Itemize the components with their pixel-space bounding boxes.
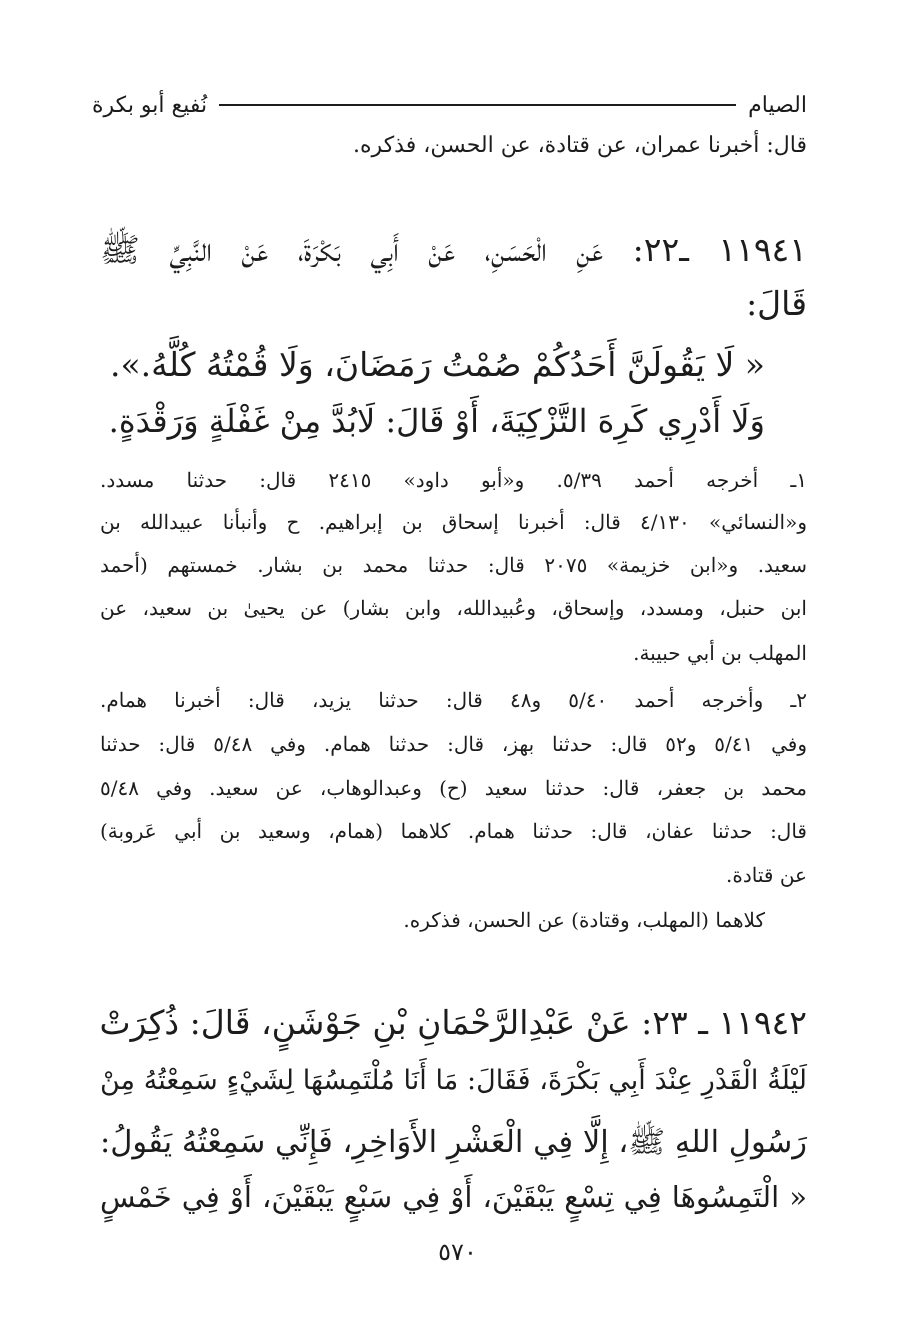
narrator-title: نُفيع أبو بكرة — [92, 92, 208, 118]
footnote-line: ٢ـ وأخرجه أحمد ٥/٤٠ و٤٨ قال: حدثنا يزيد، قال: أخبرنا همام. — [100, 688, 807, 712]
running-header — [92, 88, 807, 122]
chapter-title: الصيام — [748, 92, 807, 118]
hadith-1942-line: لَيْلَةُ الْقَدْرِ عِنْدَ أَبِي بَكْرَةَ، فَقَالَ: مَا أَنَا مُلْتَمِسُهَا لِشَيْءٍ سَمِعْتُهُ مِنْ — [100, 1065, 807, 1096]
footnote-line: سعيد. و«ابن خزيمة» ٢٠٧٥ قال: حدثنا محمد بن بشار. خمستهم (أحمد — [100, 553, 807, 577]
hadith-1941-line: وَلَا أَدْرِي كَرِهَ التَّزْكِيَةَ، أَوْ قَالَ: لَابُدَّ مِنْ غَفْلَةٍ وَرَقْدَةٍ. — [108, 402, 765, 440]
header-rule — [219, 104, 736, 106]
page-number: ٥٧٠ — [438, 1238, 477, 1266]
hadith-1941-line: « لَا يَقُولَنَّ أَحَدُكُمْ صُمْتُ رَمَضَانَ، وَلَا قُمْتُهُ كُلَّهُ.». — [109, 345, 765, 384]
hadith-1941-line: ١١٩٤١ ـ٢٢: عَنِ الْحَسَنِ، عَنْ أَبِي بَكْرَةَ، عَنْ النَّبِيِّ ﷺ — [100, 230, 807, 269]
intro-line: قال: أخبرنا عمران، عن قتادة، عن الحسن، فذكره. — [353, 133, 807, 158]
footnote-line: عن قتادة. — [726, 863, 807, 887]
hadith-1942-line: « الْتَمِسُوهَا فِي تِسْعٍ يَبْقَيْنَ، أَوْ فِي سَبْعٍ يَبْقَيْنَ، أَوْ فِي خَمْسٍ — [100, 1180, 807, 1214]
footnote-line: ١ـ أخرجه أحمد ٥/٣٩. و«أبو داود» ٢٤١٥ قال: حدثنا مسدد. — [100, 468, 808, 492]
footnote-line: ابن حنبل، ومسدد، وإسحاق، وعُبيدالله، وابن بشار) عن يحيىٰ بن سعيد، عن — [100, 596, 807, 620]
hadith-1942-line: ١١٩٤٢ ـ ٢٣: عَنْ عَبْدِالرَّحْمَانِ بْنِ جَوْشَنٍ، قَالَ: ذُكِرَتْ — [99, 1003, 807, 1042]
hadith-1941-line: قَالَ: — [746, 284, 807, 323]
footnote-line: كلاهما (المهلب، وقتادة) عن الحسن، فذكره. — [403, 908, 765, 932]
footnote-line: قال: حدثنا عفان، قال: حدثنا همام. كلاهما (همام، وسعيد بن أبي عَروبة) — [100, 819, 807, 843]
footnote-line: وفي ٥/٤١ و٥٢ قال: حدثنا بهز، قال: حدثنا همام. وفي ٥/٤٨ قال: حدثنا — [100, 732, 807, 756]
footnote-line: المهلب بن أبي حبيبة. — [633, 641, 807, 665]
footnote-line: و«النسائي» ٤/١٣٠ قال: أخبرنا إسحاق بن إبراهيم. ح وأنبأنا عبيدالله بن — [100, 510, 807, 534]
hadith-1942-line: رَسُولِ اللهِ ﷺ، إِلَّا فِي الْعَشْرِ الأَوَاخِرِ، فَإِنِّي سَمِعْتُهُ يَقُولُ: — [100, 1125, 807, 1160]
footnote-line: محمد بن جعفر، قال: حدثنا سعيد (ح) وعبدالوهاب، عن سعيد. وفي ٥/٤٨ — [100, 776, 807, 800]
